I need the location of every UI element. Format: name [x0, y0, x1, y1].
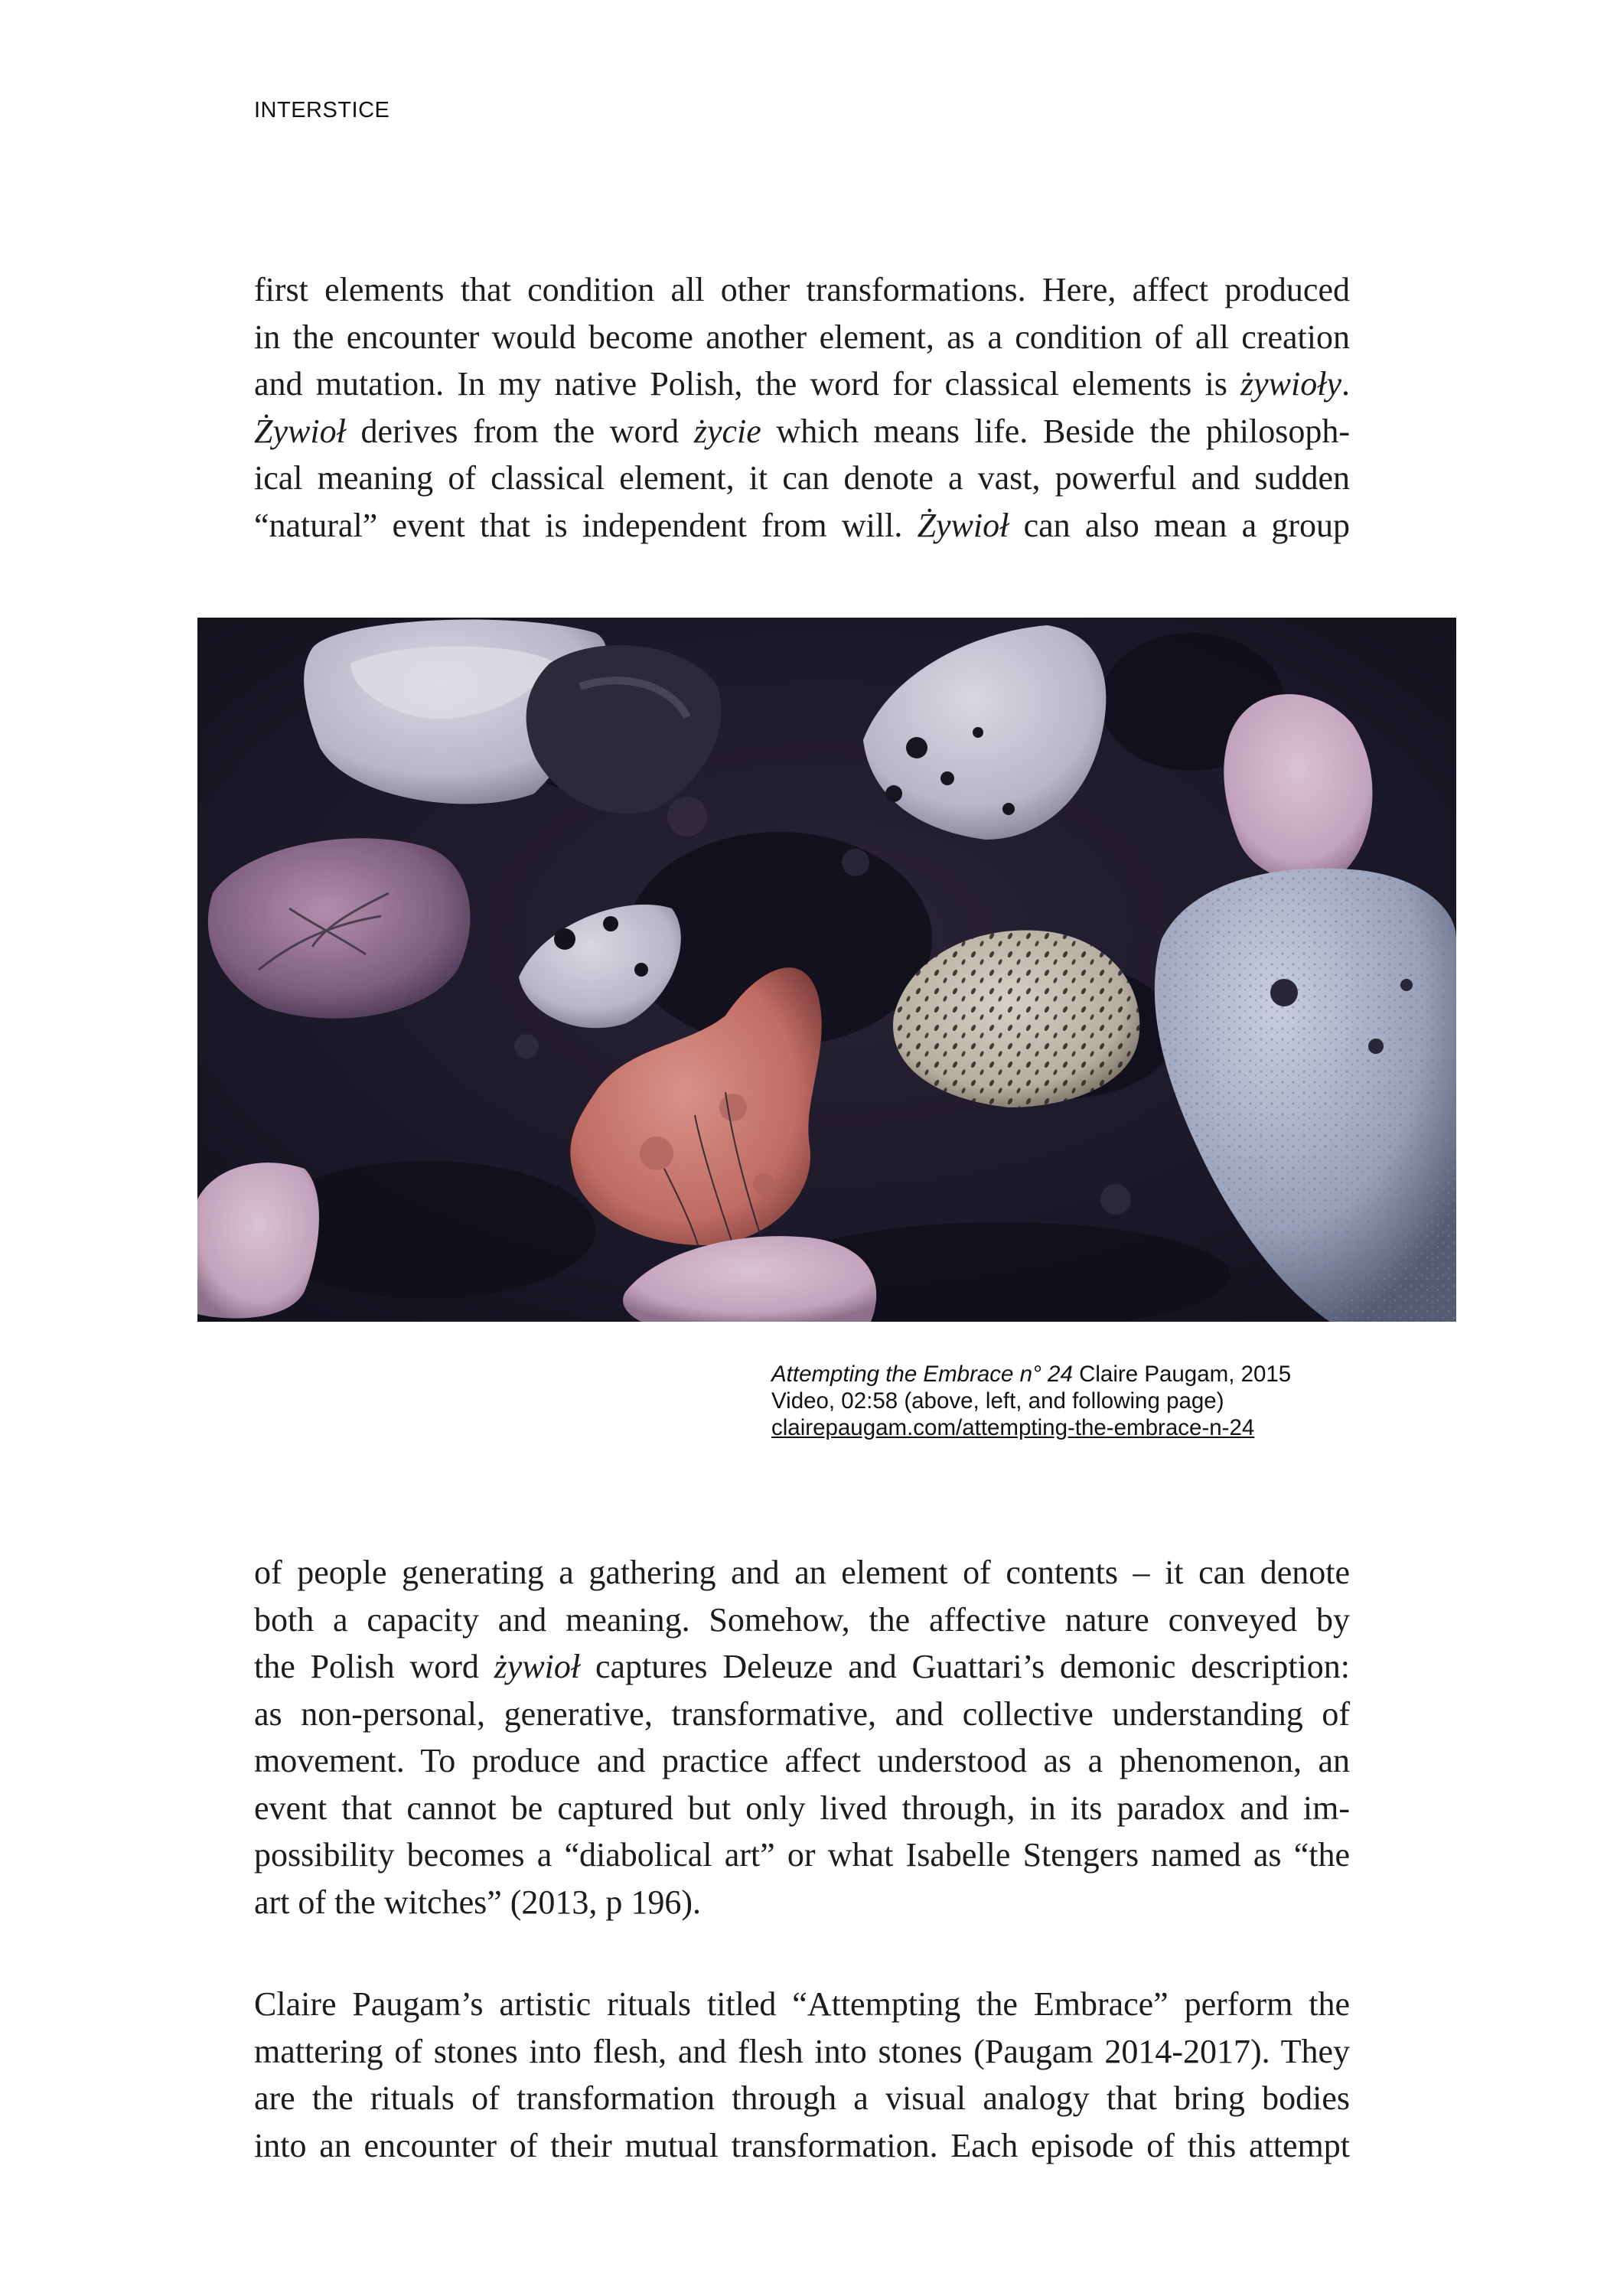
text-run: “natural” event that is independent from will. [254, 506, 918, 544]
caption-title: Attempting the Embrace n° 24 [771, 1362, 1073, 1387]
text-line: as non-personal, generative, transformative, and collective understanding of [254, 1694, 1350, 1733]
text-line: in the encounter would become another element, as a condition of all creation [254, 318, 1350, 356]
text-line: are the rituals of transformation through a visual analogy that bring bodies [254, 2079, 1350, 2117]
text-line: mattering of stones into flesh, and flesh into stones (Paugam 2014-2017). They [254, 2032, 1350, 2070]
paragraph-2 [254, 1549, 1350, 1926]
figure-caption [771, 1361, 1291, 1441]
text-line [254, 408, 1350, 455]
text-line: event that cannot be captured but only lived through, in its paradox and im- [254, 1789, 1350, 1827]
running-head: INTERSTICE [254, 98, 390, 122]
text-line: into an encounter of their mutual transformation. Each episode of this attempt [254, 2126, 1350, 2164]
video-still-image [197, 618, 1456, 1322]
text-run: captures Deleuze and Guattari’s demonic description: [580, 1648, 1350, 1685]
caption-line: Video, 02:58 (above, left, and following page) [771, 1388, 1224, 1414]
text-line: art of the witches” (2013, p 196). [254, 1883, 702, 1921]
paragraph-3 [254, 1981, 1350, 2169]
caption-link[interactable]: clairepaugam.com/attempting-the-embrace-n-24 [771, 1415, 1255, 1440]
text-run: which means life. Beside the philosoph- [761, 412, 1350, 450]
text-line [254, 502, 1350, 550]
text-line [254, 1643, 1350, 1691]
text-line [254, 360, 1350, 408]
paragraph-1 [254, 266, 1350, 549]
italic-term: żywioł [494, 1648, 581, 1685]
text-line: ical meaning of classical element, it can denote a vast, powerful and sudden [254, 459, 1350, 497]
caption-line [771, 1361, 1291, 1388]
text-line: of people generating a gathering and an element of contents – it can denote [254, 1554, 1350, 1591]
text-line: first elements that condition all other transformations. Here, affect produced [254, 271, 1350, 308]
text-line: movement. To produce and practice affect understood as a phenomenon, an [254, 1742, 1350, 1779]
text-run: the Polish word [254, 1648, 494, 1685]
text-run: and mutation. In my native Polish, the word for classical elements is [254, 365, 1241, 403]
italic-term: żywioły [1240, 365, 1341, 403]
text-run: can also mean a group [1009, 506, 1351, 544]
text-line: Claire Paugam’s artistic rituals titled “Attempting the Embrace” perform the [254, 1985, 1350, 2023]
italic-term: życie [693, 412, 761, 450]
text-line: possibility becomes a “diabolical art” or what Isabelle Stengers named as “the [254, 1836, 1350, 1874]
text-run: . [1341, 365, 1350, 403]
text-line: both a capacity and meaning. Somehow, the affective nature conveyed by [254, 1600, 1350, 1639]
video-still-figure [197, 618, 1456, 1322]
caption-author-year: Claire Paugam, 2015 [1072, 1362, 1292, 1387]
italic-term: Żywioł [917, 506, 1009, 544]
italic-term: Żywioł [254, 412, 346, 450]
text-run: derives from the word [345, 412, 694, 450]
